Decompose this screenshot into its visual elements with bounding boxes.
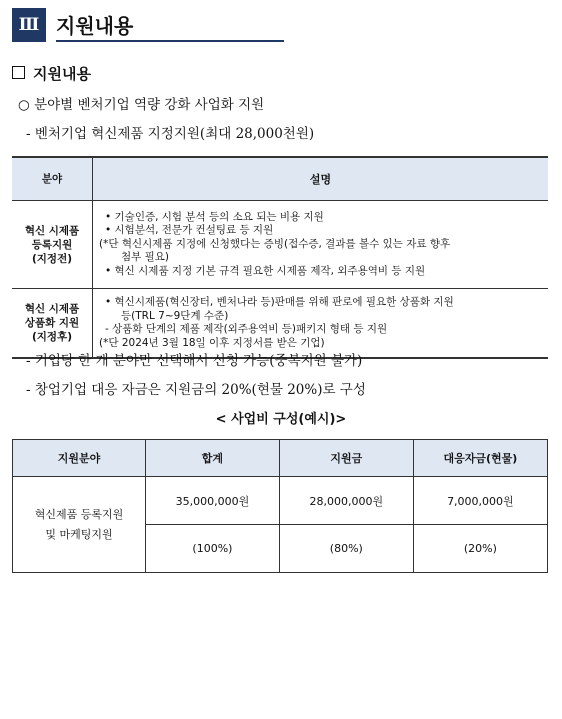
- checkbox-square-icon: [12, 66, 25, 79]
- budget-table: [12, 439, 548, 573]
- bullet-line-1: ○ 분야별 벤처기업 역량 강화 사업화 지원: [18, 97, 265, 113]
- field-cell: [12, 201, 93, 289]
- field-label-line: (지정후): [31, 331, 73, 343]
- subsection-title-text: 지원내용: [33, 65, 91, 83]
- table-row: [13, 477, 548, 525]
- bullet-line-3: - 기업당 한 개 분야만 선택해서 신청 가능(중복지원 불가): [26, 353, 363, 369]
- field-label-line: 혁신제품 등록지원: [34, 507, 124, 521]
- description-item: 등(TRL 7~9단계 수준): [121, 309, 229, 322]
- table-row: [12, 201, 548, 289]
- table-header-row: [12, 157, 548, 201]
- budget-table-caption: < 사업비 구성(예시)>: [215, 412, 347, 427]
- table-row: [12, 289, 548, 359]
- column-header: 합계: [146, 440, 280, 477]
- header-underline: [56, 40, 284, 42]
- column-header: 지원분야: [13, 440, 146, 477]
- bullet-line-4: - 창업기업 대응 자금은 지원금의 20%(현물 20%)로 구성: [26, 382, 366, 398]
- description-cell: [93, 201, 549, 289]
- column-header-field: 분야: [12, 157, 93, 201]
- section-header: [12, 8, 284, 42]
- amount-matching: 7,000,000원: [413, 477, 547, 525]
- field-label-line: 혁신 시제품: [24, 224, 80, 237]
- description-item: - 상품화 단계의 제품 제작(외주용역비 등)패키지 형태 등 지원: [105, 323, 388, 335]
- field-label-line: 상품화 지원: [24, 317, 80, 329]
- column-header: 대응자금(현물): [413, 440, 547, 477]
- percent-matching: (20%): [413, 525, 547, 573]
- amount-grant: 28,000,000원: [279, 477, 413, 525]
- field-label-line: 등록지원: [31, 238, 73, 251]
- column-header: 지원금: [279, 440, 413, 477]
- section-header-title: 지원내용: [56, 14, 134, 38]
- description-item: • 혁신 시제품 지정 기본 규격 필요한 시제품 제작, 외주용역비 등 지원: [105, 264, 426, 277]
- support-field-table: [12, 156, 548, 359]
- field-label-line: (지정전): [31, 252, 73, 265]
- amount-total: 35,000,000원: [146, 477, 280, 525]
- description-cell: [93, 289, 549, 359]
- description-item: • 기술인증, 시험 분석 등의 소요 되는 비용 지원: [105, 210, 324, 223]
- description-note: (*단 혁신시제품 지정에 신청했다는 증빙(접수증, 결과를 볼수 있는 자료 향후: [99, 237, 451, 250]
- field-label-line: 및 마케팅지원: [45, 527, 113, 541]
- description-note: 첨부 필요): [121, 251, 170, 264]
- column-header-description: 설명: [93, 157, 549, 201]
- subsection-title: [12, 63, 91, 84]
- description-item: • 시험분석, 전문가 컨설팅료 등 지원: [105, 224, 274, 237]
- description-item: • 혁신시제품(혁신장터, 벤처나라 등)판매를 위해 판로에 필요한 상품화 지원: [105, 296, 454, 308]
- description-note: (*단 2024년 3월 18일 이후 지정서를 받은 기업): [99, 336, 325, 349]
- field-label-line: 혁신 시제품: [24, 303, 80, 315]
- bullet-line-2: - 벤처기업 혁신제품 지정지원(최대 28,000천원): [26, 126, 315, 142]
- table-header-row: [13, 440, 548, 477]
- support-field-cell: [13, 477, 146, 573]
- percent-grant: (80%): [279, 525, 413, 573]
- field-cell: [12, 289, 93, 359]
- percent-total: (100%): [146, 525, 280, 573]
- section-number-badge: Ⅲ: [12, 8, 46, 42]
